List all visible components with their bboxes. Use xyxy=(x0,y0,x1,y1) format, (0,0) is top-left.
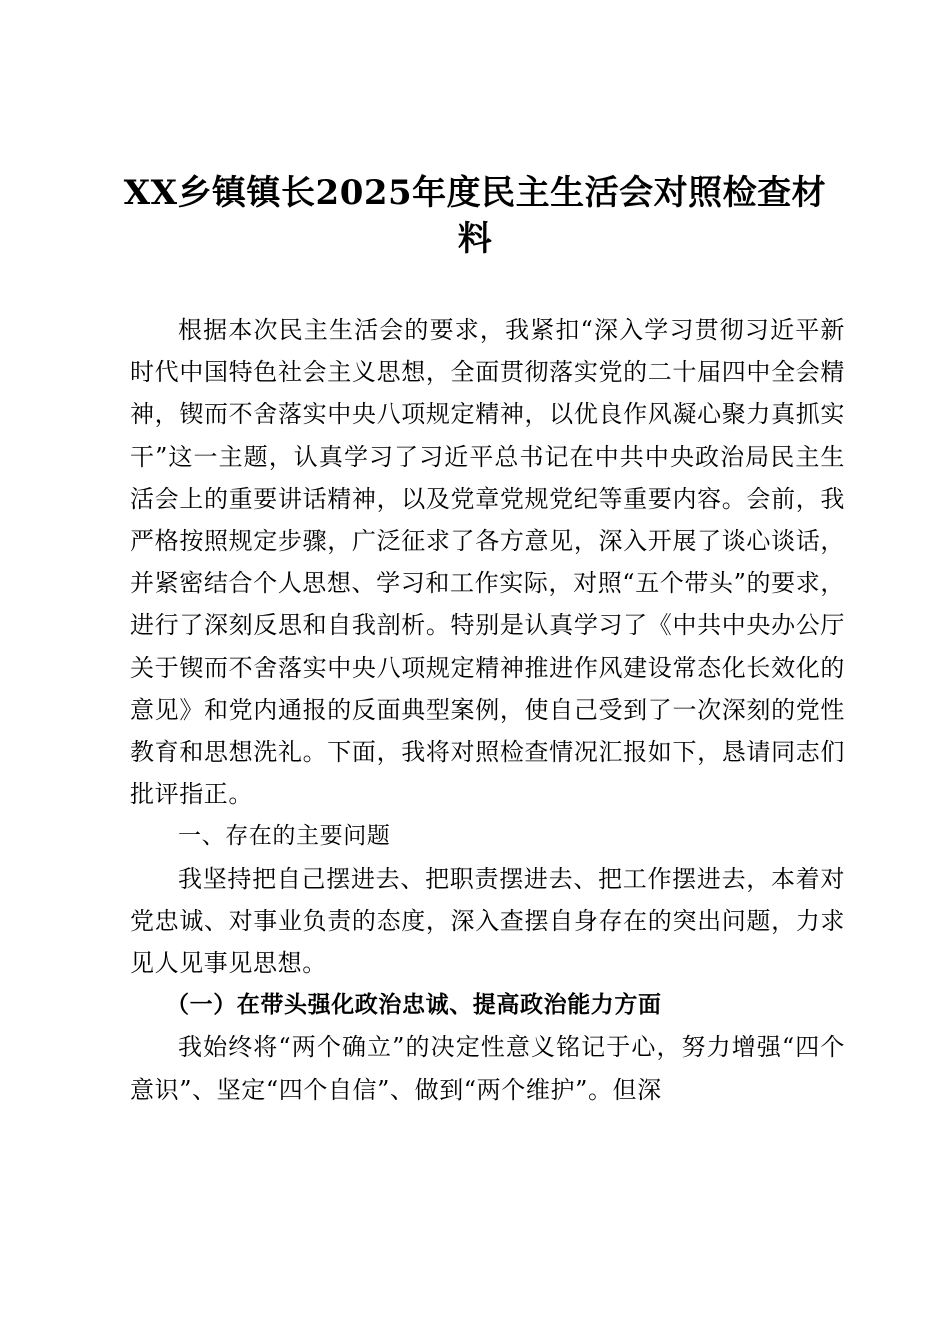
section-heading-main-problems: 一、存在的主要问题 xyxy=(178,823,391,850)
document-body xyxy=(130,309,845,1111)
document-title: XX乡镇镇长2025年度民主生活会对照检查材料 xyxy=(123,173,827,259)
section-paragraph: 我坚持把自己摆进去、把职责摆进去、把工作摆进去，本着对党忠诚、对事业负责的态度，深入查摆自身存在的突出问题，力求见人见事见思想。 xyxy=(130,864,845,978)
subsection-paragraph: 我始终将“两个确立”的决定性意义铭记于心，努力增强“四个意识”、坚定“四个自信”、做到“两个维护”。但深 xyxy=(130,1033,845,1104)
intro-paragraph: 根据本次民主生活会的要求，我紧扣“深入学习贯彻习近平新时代中国特色社会主义思想，全面贯彻落实党的二十届四中全会精神，锲而不舍落实中央八项规定精神，以优良作风凝心聚力真抓实干”这一主题，认真学习了习近平总书记在中共中央政治局民主生活会上的重要讲话精神，以及党章党规党纪等重要内容。会前，我严格按照规定步骤，广泛征求了各方意见，深入开展了谈心谈话，并紧密结合个人思想、学习和工作实际，对照“五个带头”的要求，进行了深刻反思和自我剖析。特别是认真学习了《中共中央办公厅关于锲而不舍落实中央八项规定精神推进作风建设常态化长效化的意见》和党内通报的反面典型案例，使自己受到了一次深刻的党性教育和思想洗礼。下面，我将对照检查情况汇报如下，恳请同志们批评指正。 xyxy=(130,316,845,809)
subsection-heading-political-loyalty: （一）在带头强化政治忠诚、提高政治能力方面 xyxy=(166,991,662,1019)
